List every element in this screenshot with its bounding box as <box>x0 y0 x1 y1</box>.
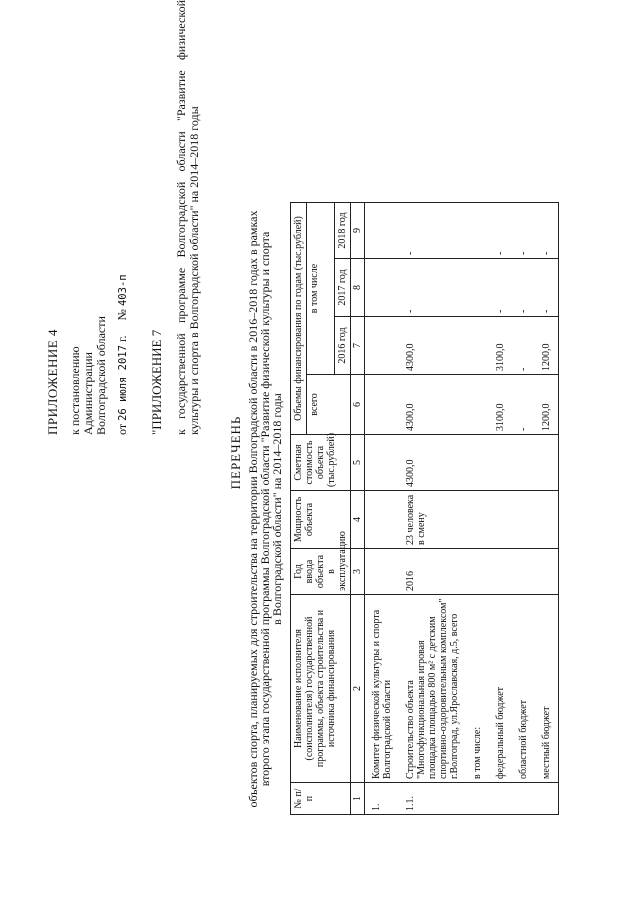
cell-year <box>365 549 400 595</box>
column-number: 6 <box>351 375 365 435</box>
table-row <box>365 203 400 815</box>
cell-name: Строительство объекта "Многофункциональная игровая площадка площадью 800 м² с детским спортивно-оздоровительным комплексом" г.Волгоград, ул.Ярославская, д.5, всего <box>399 595 466 783</box>
cell-year <box>535 549 559 595</box>
cell-y2018 <box>365 203 400 259</box>
cell-year: 2016 <box>399 549 466 595</box>
header-num: № п/п <box>291 783 351 815</box>
column-number: 2 <box>351 595 365 783</box>
decree-line: Администрации <box>81 352 95 435</box>
decree-line: Волгоградской области <box>94 316 108 435</box>
cell-name: Комитет физической культуры и спорта Волгоградской области <box>365 595 400 783</box>
cell-num: 1.1. <box>399 783 466 815</box>
cell-cost <box>466 435 489 491</box>
header-cost: Сметная стоимость объекта (тыс.рублей) <box>291 435 351 491</box>
cell-y2017: - <box>512 259 535 317</box>
cell-y2016: 1200,0 <box>535 317 559 375</box>
cell-capacity <box>489 491 512 549</box>
cell-y2016 <box>466 317 489 375</box>
date-value: 26 июля 2017 <box>117 345 129 421</box>
cell-y2017: - <box>489 259 512 317</box>
cell-cost: 4300,0 <box>399 435 466 491</box>
cell-y2018 <box>466 203 489 259</box>
appendix-title: ПРИЛОЖЕНИЕ 4 <box>45 329 60 435</box>
appendix7-title: "ПРИЛОЖЕНИЕ 7 <box>149 329 164 435</box>
subtitle-line: второго этапа государственной программы Волгоградской области "Развитие физической культуры и спорта <box>258 231 272 787</box>
cell-num <box>489 783 512 815</box>
cell-y2017 <box>466 259 489 317</box>
column-number: 5 <box>351 435 365 491</box>
table-row <box>399 203 466 815</box>
cell-year <box>489 549 512 595</box>
cell-year <box>466 549 489 595</box>
header-capacity: Мощность объекта <box>291 491 351 549</box>
cell-capacity <box>466 491 489 549</box>
cell-y2017: - <box>535 259 559 317</box>
subtitle-line: в Волгоградской области" на 2014–2018 годы <box>270 393 284 625</box>
date-suffix: г. <box>115 335 129 343</box>
cell-cost <box>512 435 535 491</box>
table-row <box>466 203 489 815</box>
cell-total: 4300,0 <box>399 375 466 435</box>
cell-name: в том числе: <box>466 595 489 783</box>
header-incl: в том числе <box>307 203 335 375</box>
cell-capacity: 23 человека в смену <box>399 491 466 549</box>
appendix-header <box>46 0 201 435</box>
cell-num <box>512 783 535 815</box>
cell-name: областной бюджет <box>512 595 535 783</box>
date-prefix: от <box>115 423 129 435</box>
cell-name: федеральный бюджет <box>489 595 512 783</box>
cell-y2017 <box>365 259 400 317</box>
table-row <box>535 203 559 815</box>
table-row <box>489 203 512 815</box>
cell-y2016: 3100,0 <box>489 317 512 375</box>
cell-y2018: - <box>399 203 466 259</box>
header-2018: 2018 год <box>335 203 351 259</box>
cell-y2018: - <box>535 203 559 259</box>
cell-y2016 <box>365 317 400 375</box>
program-reference: к государственной программе Волгоградской области "Развитие физической культуры и спорта в Волгоградской области" на 2014–2018 годы <box>174 0 201 435</box>
column-number-row <box>351 203 365 815</box>
cell-capacity <box>535 491 559 549</box>
cell-cost <box>489 435 512 491</box>
column-number: 8 <box>351 259 365 317</box>
cell-num <box>466 783 489 815</box>
header-funding: Объемы финансирования по годам (тыс.рублей) <box>291 203 307 435</box>
document-subtitle <box>247 203 283 815</box>
header-2017: 2017 год <box>335 259 351 317</box>
objects-table <box>290 202 559 815</box>
document-title: ПЕРЕЧЕНЬ <box>228 415 243 490</box>
cell-total: 1200,0 <box>535 375 559 435</box>
column-number: 1 <box>351 783 365 815</box>
column-number: 4 <box>351 491 365 549</box>
cell-name: местный бюджет <box>535 595 559 783</box>
header-total: всего <box>307 375 351 435</box>
cell-total <box>365 375 400 435</box>
cell-capacity <box>365 491 400 549</box>
cell-y2016: 4300,0 <box>399 317 466 375</box>
cell-capacity <box>512 491 535 549</box>
cell-cost <box>365 435 400 491</box>
number-value: 403-п <box>117 274 129 307</box>
cell-total: - <box>512 375 535 435</box>
cell-total: 3100,0 <box>489 375 512 435</box>
number-label: № <box>115 309 129 321</box>
cell-y2016: - <box>512 317 535 375</box>
header-name: Наименование исполнителя (соисполнителя) государственной программы, объекта строительства и источника финансирования <box>291 595 351 783</box>
cell-num <box>535 783 559 815</box>
cell-num: 1. <box>365 783 400 815</box>
cell-year <box>512 549 535 595</box>
decree-date-line <box>116 0 130 435</box>
column-number: 3 <box>351 549 365 595</box>
cell-y2018: - <box>512 203 535 259</box>
cell-y2018: - <box>489 203 512 259</box>
cell-total <box>466 375 489 435</box>
header-year: Год ввода объекта в эксплуатацию <box>291 549 351 595</box>
decree-line: к постановлению <box>68 346 82 435</box>
table-body <box>365 203 559 815</box>
cell-y2017: - <box>399 259 466 317</box>
header-2016: 2016 год <box>335 317 351 375</box>
column-number: 7 <box>351 317 365 375</box>
table-row <box>512 203 535 815</box>
subtitle-line: объектов спорта, планируемых для строительства на территории Волгоградской области в 2016–2018 годах в рамках <box>246 210 260 808</box>
cell-cost <box>535 435 559 491</box>
column-number: 9 <box>351 203 365 259</box>
